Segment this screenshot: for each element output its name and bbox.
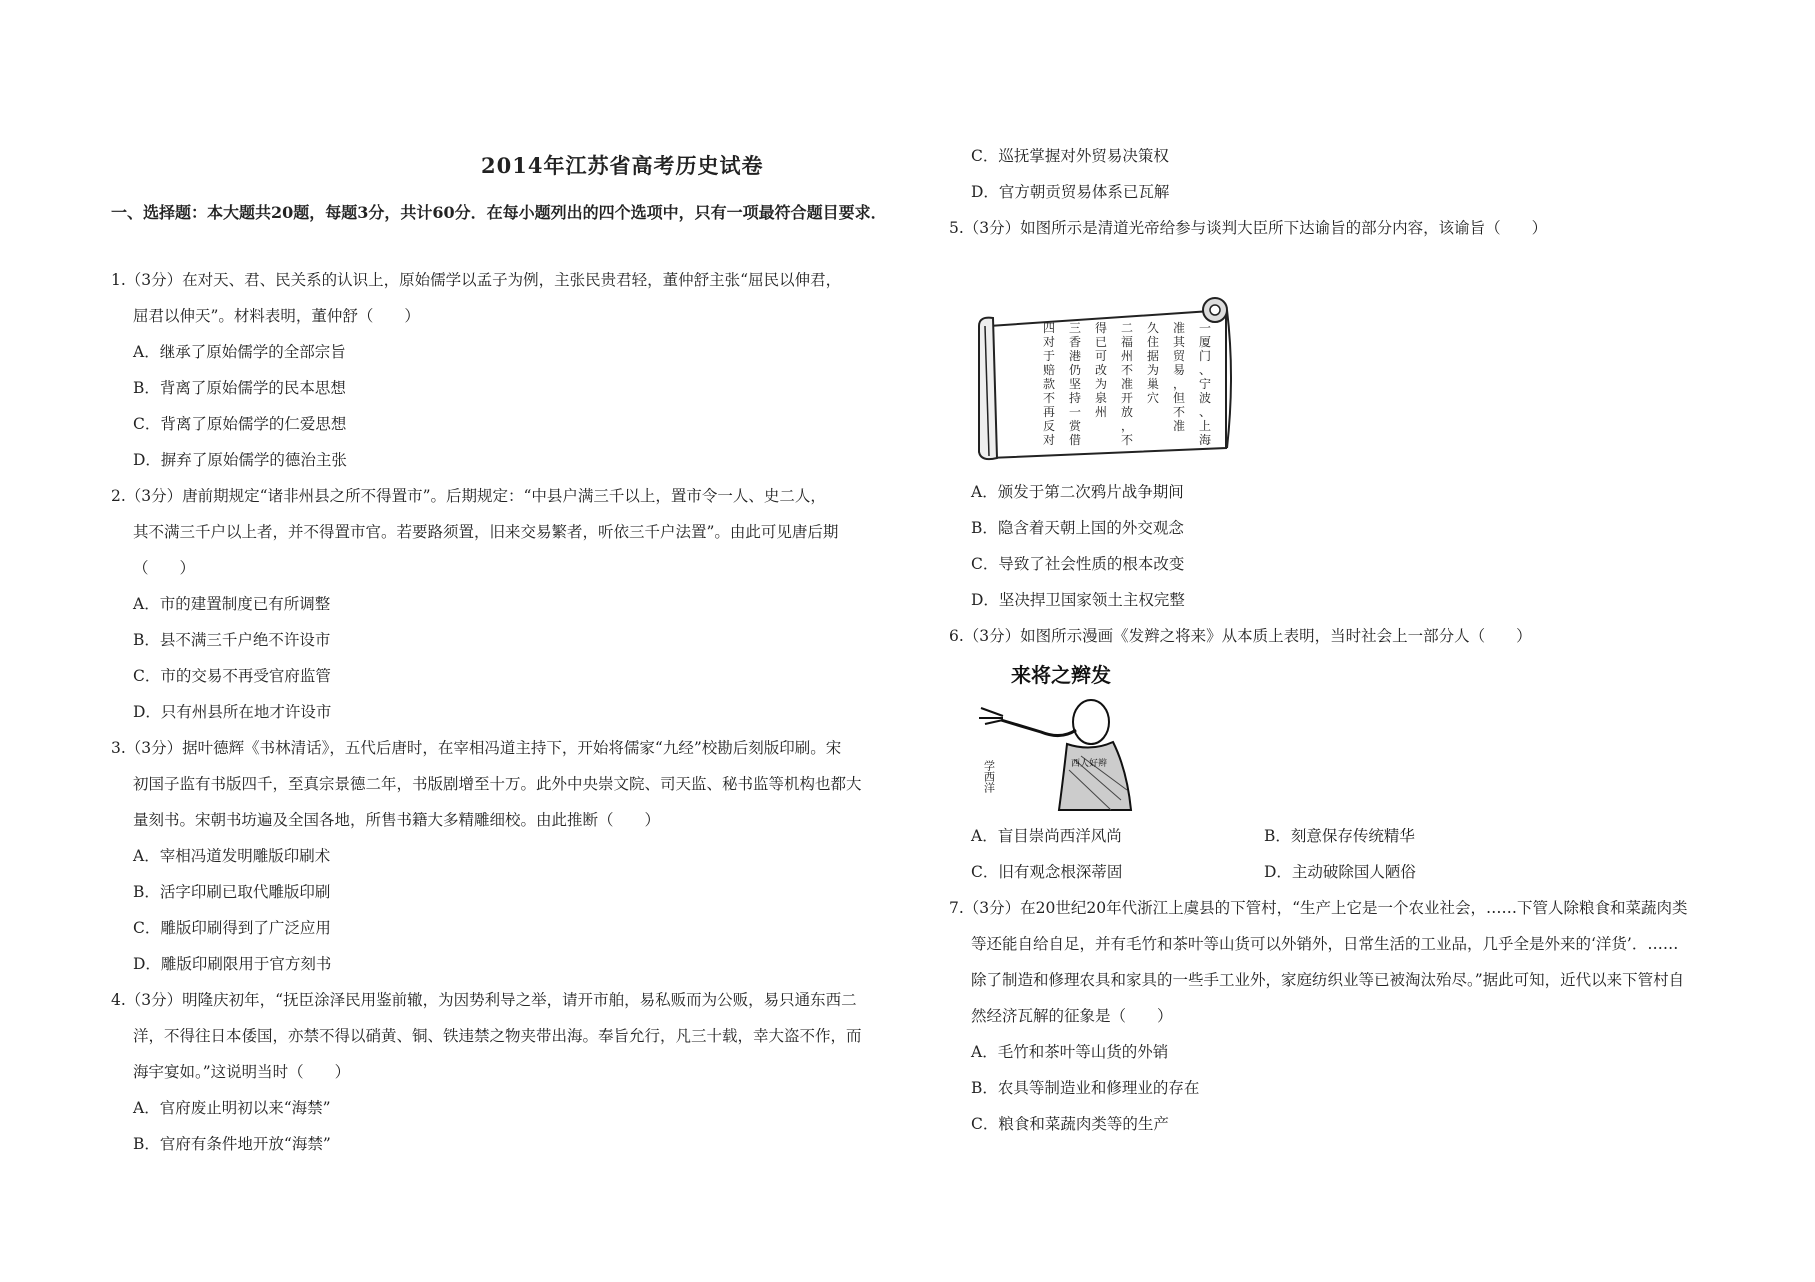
question-4-option-b[interactable]: B．官府有条件地开放“海禁” bbox=[133, 1135, 331, 1153]
question-4-line-2: 洋，不得往日本倭国，亦禁不得以硝黄、铜、铁违禁之物夹带出海。奉旨允行，凡三十载，幸大盗不作，而 bbox=[133, 1027, 862, 1045]
cartoon-right-label: 西人好辫 bbox=[1071, 759, 1108, 769]
question-3-option-a[interactable]: A．宰相冯道发明雕版印刷术 bbox=[133, 847, 331, 865]
section-heading: 一、选择题：本大题共20题，每题3分，共计60分．在每小题列出的四个选项中，只有一项最符合题目要求． bbox=[111, 203, 887, 222]
question-5-option-a[interactable]: A．颁发于第二次鸦片战争期间 bbox=[971, 483, 1184, 501]
scroll-text-column: 得已可改为泉州 bbox=[1095, 321, 1108, 419]
question-3-line-1: 3.（3分）据叶德辉《书林清话》，五代后唐时，在宰相冯道主持下，开始将儒家“九经”校勘后刻版印刷。宋 bbox=[111, 739, 842, 757]
queue-cartoon-figure bbox=[971, 660, 1171, 820]
question-7-line-4: 然经济瓦解的征象是（ ） bbox=[971, 1007, 1173, 1025]
question-5-option-d[interactable]: D．坚决捍卫国家领土主权完整 bbox=[971, 591, 1185, 609]
question-4-option-c[interactable]: C．巡抚掌握对外贸易决策权 bbox=[971, 147, 1169, 165]
question-2-line-3: （ ） bbox=[133, 559, 196, 577]
question-3-line-3: 量刻书。宋朝书坊遍及全国各地，所售书籍大多精雕细校。由此推断（ ） bbox=[133, 811, 661, 829]
question-2-option-d[interactable]: D．只有州县所在地才许设市 bbox=[133, 703, 332, 721]
question-4-line-1: 4.（3分）明隆庆初年，“抚臣涂泽民用鉴前辙，为因势利导之举，请开市舶，易私贩而为公贩，易只通东西二 bbox=[111, 991, 857, 1009]
question-6-option-c[interactable]: C．旧有观念根深蒂固 bbox=[971, 863, 1123, 881]
question-7-option-b[interactable]: B．农具等制造业和修理业的存在 bbox=[971, 1079, 1200, 1097]
question-7-option-a[interactable]: A．毛竹和茶叶等山货的外销 bbox=[971, 1043, 1169, 1061]
question-1-option-d[interactable]: D．摒弃了原始儒学的德治主张 bbox=[133, 451, 347, 469]
edict-scroll-figure bbox=[971, 296, 1241, 472]
cartoon-title: 来将之辫发 bbox=[1011, 663, 1111, 687]
question-5-option-c[interactable]: C．导致了社会性质的根本改变 bbox=[971, 555, 1185, 573]
question-7-line-1: 7.（3分）在20世纪20年代浙江上虞县的下管村，“生产上它是一个农业社会，……下管人除粮食和菜蔬肉类 bbox=[949, 899, 1688, 917]
question-4-option-d[interactable]: D．官方朝贡贸易体系已瓦解 bbox=[971, 183, 1170, 201]
question-3-option-c[interactable]: C．雕版印刷得到了广泛应用 bbox=[133, 919, 331, 937]
question-7-option-c[interactable]: C．粮食和菜蔬肉类等的生产 bbox=[971, 1115, 1169, 1133]
question-6-option-b[interactable]: B．刻意保存传统精华 bbox=[1264, 827, 1415, 845]
question-6-option-a[interactable]: A．盲目崇尚西洋风尚 bbox=[971, 827, 1122, 845]
scroll-text-column: 一厦门、宁波、上海 bbox=[1199, 321, 1212, 447]
question-1-option-c[interactable]: C．背离了原始儒学的仁爱思想 bbox=[133, 415, 347, 433]
scroll-text-column: 久住据为巢穴 bbox=[1147, 321, 1160, 405]
question-2-line-1: 2.（3分）唐前期规定“诸非州县之所不得置市”。后期规定：“中县户满三千以上，置市令一人、史二人， bbox=[111, 487, 826, 505]
question-3-option-d[interactable]: D．雕版印刷限用于官方刻书 bbox=[133, 955, 332, 973]
question-2-option-b[interactable]: B．县不满三千户绝不许设市 bbox=[133, 631, 331, 649]
question-2-option-c[interactable]: C．市的交易不再受官府监管 bbox=[133, 667, 331, 685]
scroll-text-column: 二福州不准开放，不 bbox=[1121, 321, 1134, 447]
question-3-line-2: 初国子监有书版四千，至真宗景德二年，书版剧增至十万。此外中央崇文院、司天监、秘书监等机构也都大 bbox=[133, 775, 862, 793]
question-1-line-2: 屈君以伸天”。材料表明，董仲舒（ ） bbox=[133, 307, 420, 325]
question-3-option-b[interactable]: B．活字印刷已取代雕版印刷 bbox=[133, 883, 331, 901]
question-1-line-1: 1.（3分）在对天、君、民关系的认识上，原始儒学以孟子为例，主张民贵君轻，董仲舒主张“屈民以伸君， bbox=[111, 271, 842, 289]
question-6-option-d[interactable]: D．主动破除国人陋俗 bbox=[1264, 863, 1416, 881]
question-2-line-2: 其不满三千户以上者，并不得置市官。若要路须置，旧来交易繁者，听依三千户法置”。由此可见唐后期 bbox=[133, 523, 839, 541]
question-4-line-3: 海宇宴如。”这说明当时（ ） bbox=[133, 1063, 351, 1081]
question-5-option-b[interactable]: B．隐含着天朝上国的外交观念 bbox=[971, 519, 1184, 537]
question-7-line-2: 等还能自给自足，并有毛竹和茶叶等山货可以外销外，日常生活的工业品，几乎全是外来的‘洋货’．…… bbox=[971, 935, 1679, 953]
scroll-text-column: 四对于赔款不再反对 bbox=[1043, 321, 1056, 447]
question-1-option-a[interactable]: A．继承了原始儒学的全部宗旨 bbox=[133, 343, 346, 361]
question-7-line-3: 除了制造和修理农具和家具的一些手工业外，家庭纺织业等已被淘汰殆尽。”据此可知，近代以来下管村自 bbox=[971, 971, 1685, 989]
question-2-option-a[interactable]: A．市的建置制度已有所调整 bbox=[133, 595, 331, 613]
question-4-option-a[interactable]: A．官府废止明初以来“海禁” bbox=[133, 1099, 331, 1117]
scroll-text-column: 三香港仍坚持一赏借 bbox=[1069, 321, 1082, 447]
page-title: 2014年江苏省高考历史试卷 bbox=[481, 153, 764, 178]
question-6-line-1: 6.（3分）如图所示漫画《发辫之将来》从本质上表明，当时社会上一部分人（ ） bbox=[949, 627, 1532, 645]
cartoon-left-label: 学西洋 bbox=[982, 760, 996, 793]
scroll-text-column: 准其贸易，但不准 bbox=[1173, 321, 1186, 433]
question-1-option-b[interactable]: B．背离了原始儒学的民本思想 bbox=[133, 379, 346, 397]
question-5-line-1: 5.（3分）如图所示是清道光帝给参与谈判大臣所下达谕旨的部分内容，该谕旨（ ） bbox=[949, 219, 1548, 237]
